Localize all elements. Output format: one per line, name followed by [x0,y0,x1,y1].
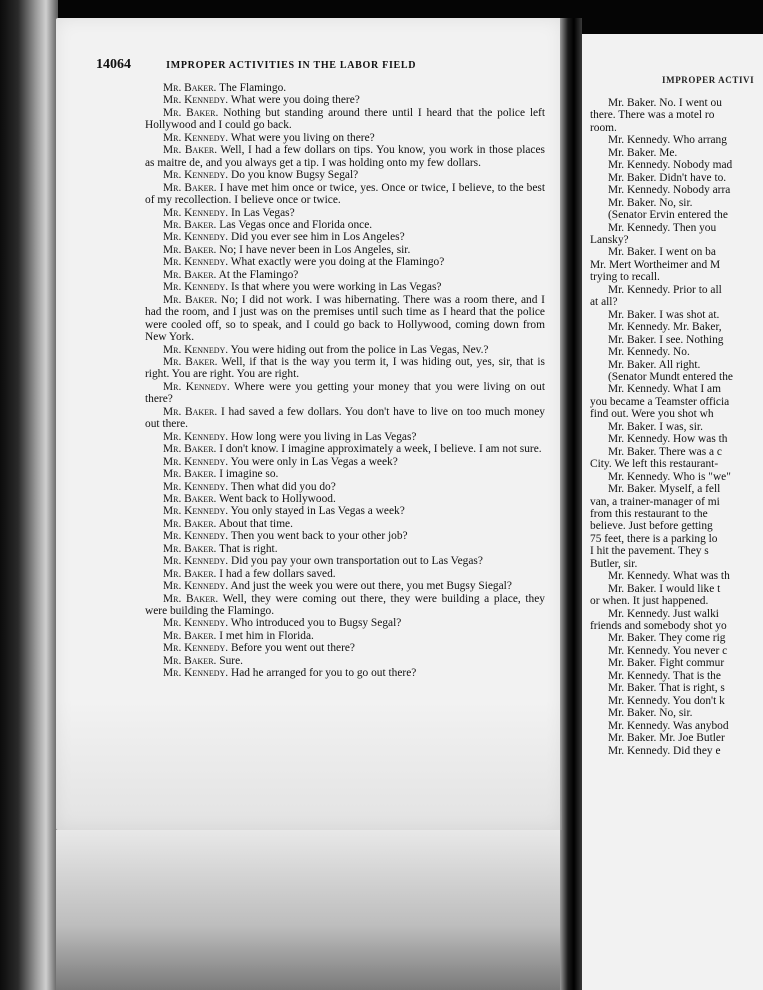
speech-text: You only stayed in Las Vegas a week? [230,505,405,518]
speaker-name: Mr. Baker. [163,218,217,231]
speaker-name: Mr. Kennedy. [163,231,229,244]
testimony-paragraph [145,82,545,94]
right-page-line: believe. Just before getting [590,520,713,533]
scan-edge-left [0,0,58,990]
right-page-line: Mr. Kennedy. Nobody mad [608,159,733,172]
speech-text: I had saved a few dollars. You don't have to live on too much money out there. [145,405,545,431]
speech-text: Where were you getting your money that you were living on out there? [145,380,545,406]
speech-text: Sure. [219,654,243,667]
right-page-line: Mr. Kennedy. Nobody arra [608,184,731,197]
testimony-paragraph [145,493,545,505]
right-page-line: I hit the pavement. They s [590,545,709,558]
testimony-paragraph [145,617,545,629]
speech-text: Well, they were coming out there, they were building a place, they were building the Flamingo. [145,592,545,618]
speech-text: Did you ever see him in Los Angeles? [230,231,405,244]
speaker-name: Mr. Baker. [163,144,218,157]
testimony-paragraph [145,481,545,493]
right-page-line: Mr. Baker. Myself, a fell [608,483,721,496]
right-page-line: or when. It just happened. [590,595,709,608]
right-page-line: Mr. Baker. I was, sir. [608,420,703,433]
speech-text: You were hiding out from the police in Las Vegas, Nev.? [230,343,489,356]
testimony-paragraph [145,256,545,268]
speaker-name: Mr. Kennedy. [163,131,229,144]
right-page-line: Mr. Baker. No, sir. [608,707,693,720]
speech-text: Who introduced you to Bugsy Segal? [230,617,402,630]
right-page-line: (Senator Mundt entered the [608,370,733,383]
speaker-name: Mr. Baker. [163,654,217,667]
speaker-name: Mr. Baker. [163,629,217,642]
right-page-running-head: IMPROPER ACTIVI [662,75,755,85]
speaker-name: Mr. Baker. [163,243,217,256]
testimony-paragraph [145,543,545,555]
speaker-name: Mr. Kennedy. [163,455,229,468]
testimony-paragraph [145,144,545,169]
speaker-name: Mr. Kennedy. [163,580,229,593]
right-page-line: Mr. Baker. Mr. Joe Butler [608,732,725,745]
speech-text: At the Flamingo? [218,268,299,281]
testimony-paragraph [145,568,545,580]
speaker-name: Mr. Kennedy. [163,256,229,269]
right-page-line: Mr. Kennedy. Was anybod [608,719,729,732]
right-page-line: Mr. Baker. Fight commur [608,657,725,670]
speech-text: I imagine so. [219,468,279,481]
testimony-paragraph [145,630,545,642]
speech-text: The Flamingo. [219,82,287,94]
right-page-line: Mr. Baker. No, sir. [608,196,693,209]
speech-text: Las Vegas once and Florida once. [219,218,373,231]
right-page-line: Mr. Kennedy. What I am [608,383,721,396]
speech-text: I met him in Florida. [219,629,314,642]
testimony-paragraph [145,294,545,344]
speaker-name: Mr. Kennedy. [163,530,229,543]
speaker-name: Mr. Kennedy. [163,617,229,630]
right-page-line: Mr. Kennedy. No. [608,346,690,359]
right-page-line: Mr. Baker. They come rig [608,632,726,645]
speech-text: What were you doing there? [230,94,360,107]
testimony-paragraph [145,580,545,592]
speech-text: No; I did not work. I was hibernating. There was a room there, and I had the room, and I just was on the premises until such time as I heard that the police were cooled off, so to speak, and I could go back to Hollywood, coming down from New York. [145,293,545,344]
right-page-line: Mr. Kennedy. That is the [608,669,721,682]
speaker-name: Mr. Baker. [163,542,217,555]
speaker-name: Mr. Kennedy. [163,480,229,493]
right-page-line: Mr. Baker. There was a c [608,445,722,458]
testimony-paragraph [145,456,545,468]
speaker-name: Mr. Kennedy. [163,169,229,182]
testimony-paragraph [145,530,545,542]
speaker-name: Mr. Kennedy. [163,642,229,655]
testimony-paragraph [145,431,545,443]
speech-text: How long were you living in Las Vegas? [230,430,417,443]
testimony-paragraph [145,468,545,480]
right-page-line: 75 feet, there is a parking lo [590,532,718,545]
speech-text: What exactly were you doing at the Flamingo? [230,256,445,269]
right-page-line: Mr. Kennedy. What was th [608,570,730,583]
right-page-line: there. There was a motel ro [590,109,715,122]
speech-text: Before you went out there? [230,642,355,655]
speech-text: Well, if that is the way you term it, I was hiding out, yes, sir, that is right. You are right. You are right. [145,355,545,381]
right-page-text [590,97,763,757]
right-page-line: Mr. Baker. That is right, s [608,682,725,695]
speaker-name: Mr. Kennedy. [163,94,229,107]
right-page-line: Mr. Kennedy. Then you [608,221,717,234]
speech-text: Did you pay your own transportation out to Las Vegas? [230,555,483,568]
speech-text: In Las Vegas? [230,206,295,219]
page-number: 14064 [96,57,131,72]
testimony-paragraph [145,207,545,219]
speech-text: You were only in Las Vegas a week? [230,455,398,468]
right-page-line: Mr. Baker. I went on ba [608,246,716,259]
speech-text: Nothing but standing around there until I heard that the police left Hollywood and I could go back. [145,106,545,132]
speech-text: I don't know. I imagine approximately a week, I believe. I am not sure. [219,443,542,456]
right-page-line: Mr. Kennedy. Did they e [608,744,721,757]
testimony-paragraph [145,244,545,256]
running-head: IMPROPER ACTIVITIES IN THE LABOR FIELD [166,60,417,71]
speaker-name: Mr. Baker. [163,82,217,94]
right-page-line: Mr. Baker. Me. [608,146,678,159]
speech-text: Well, I had a few dollars on tips. You know, you work in those places as maitre de, and you always get a tip. I was holding onto my few dollars. [145,144,545,169]
right-page-line: Lansky? [590,233,629,246]
right-page-line: at all? [590,296,618,309]
speaker-name: Mr. Baker. [163,443,217,456]
speaker-name: Mr. Kennedy. [163,555,229,568]
testimony-paragraph [145,169,545,181]
speech-text: Had he arranged for you to go out there? [230,667,417,680]
testimony-paragraph [145,443,545,455]
testimony-paragraph [145,642,545,654]
speaker-name: Mr. Kennedy. [163,380,230,393]
testimony-paragraph [145,182,545,207]
speech-text: I have met him once or twice, yes. Once or twice, I believe, to the best of my recollection. I believe once or twice. [145,181,545,207]
speech-text: Then you went back to your other job? [230,530,408,543]
testimony-paragraph [145,667,545,679]
right-page-line: room. [590,121,617,134]
right-page-line: Mr. Kennedy. Who arrang [608,134,727,147]
speaker-name: Mr. Kennedy. [163,505,229,518]
speaker-name: Mr. Baker. [163,517,217,530]
left-page-header [96,57,536,77]
right-page-text-clip [582,34,763,990]
speech-text: And just the week you were out there, you met Bugsy Siegal? [230,580,512,593]
testimony-paragraph [145,593,545,618]
testimony-paragraph [145,231,545,243]
speech-text: Is that where you were working in Las Vegas? [230,281,442,294]
right-page-line: Mr. Baker. I would like t [608,582,721,595]
speaker-name: Mr. Baker. [163,405,218,418]
right-page-line: Mr. Baker. No. I went ou [608,97,722,109]
testimony-paragraph [145,555,545,567]
speaker-name: Mr. Baker. [163,106,219,119]
right-page-line: Mr. Mert Wortheimer and M [590,258,721,271]
testimony-paragraph [145,219,545,231]
right-page-line: van, a trainer-manager of mi [590,495,720,508]
speaker-name: Mr. Baker. [163,181,217,194]
testimony-paragraph [145,94,545,106]
speech-text: About that time. [218,517,293,530]
testimony-paragraph [145,381,545,406]
speech-text: That is right. [219,542,278,555]
testimony-paragraph [145,107,545,132]
testimony-paragraph [145,505,545,517]
right-page-line: trying to recall. [590,271,660,284]
speaker-name: Mr. Baker. [163,592,219,605]
right-page-line: from this restaurant to the [590,507,708,520]
testimony-paragraph [145,269,545,281]
right-page-line: you became a Teamster officia [590,395,730,408]
testimony-paragraph [145,281,545,293]
speaker-name: Mr. Baker. [163,468,217,481]
speech-text: What were you living on there? [230,131,375,144]
left-page-lower-margin [56,830,562,990]
speaker-name: Mr. Baker. [163,268,217,281]
speaker-name: Mr. Baker. [163,355,218,368]
right-page-line: Mr. Kennedy. How was th [608,433,728,446]
speaker-name: Mr. Baker. [163,293,218,306]
right-page-line: Mr. Baker. I see. Nothing [608,333,724,346]
speaker-name: Mr. Kennedy. [163,430,229,443]
right-page-line: Mr. Baker. I was shot at. [608,308,720,321]
right-page-line: Mr. Kennedy. Who is "we" [608,470,731,483]
right-page-line: Mr. Kennedy. You never c [608,644,728,657]
right-page-line: find out. Were you shot wh [590,408,714,421]
right-page-line: Butler, sir. [590,557,638,570]
testimony-paragraph [145,132,545,144]
right-page-line: Mr. Kennedy. You don't k [608,694,725,707]
testimony-paragraph [145,518,545,530]
right-page-line: Mr. Baker. Didn't have to. [608,171,727,184]
right-page-line: Mr. Kennedy. Mr. Baker, [608,321,722,334]
speech-text: I had a few dollars saved. [219,567,336,580]
speaker-name: Mr. Kennedy. [163,281,229,294]
speaker-name: Mr. Baker. [163,492,217,505]
speaker-name: Mr. Kennedy. [163,343,229,356]
speaker-name: Mr. Baker. [163,567,217,580]
speech-text: Went back to Hollywood. [219,492,336,505]
speech-text: Do you know Bugsy Segal? [230,169,359,182]
testimony-paragraph [145,344,545,356]
left-page-text [145,82,545,680]
book-gutter [560,18,582,990]
right-page-line: friends and somebody shot yo [590,620,727,633]
testimony-paragraph [145,356,545,381]
testimony-paragraph [145,406,545,431]
speaker-name: Mr. Kennedy. [163,206,229,219]
right-page-line: Mr. Kennedy. Just walki [608,607,719,620]
right-page-line: City. We left this restaurant- [590,458,719,471]
speech-text: No; I have never been in Los Angeles, sir. [219,243,411,256]
testimony-paragraph [145,655,545,667]
right-page-line: (Senator Ervin entered the [608,209,728,222]
right-page-line: Mr. Baker. All right. [608,358,701,371]
speaker-name: Mr. Kennedy. [163,667,229,680]
right-page-line: Mr. Kennedy. Prior to all [608,283,722,296]
speech-text: Then what did you do? [230,480,336,493]
